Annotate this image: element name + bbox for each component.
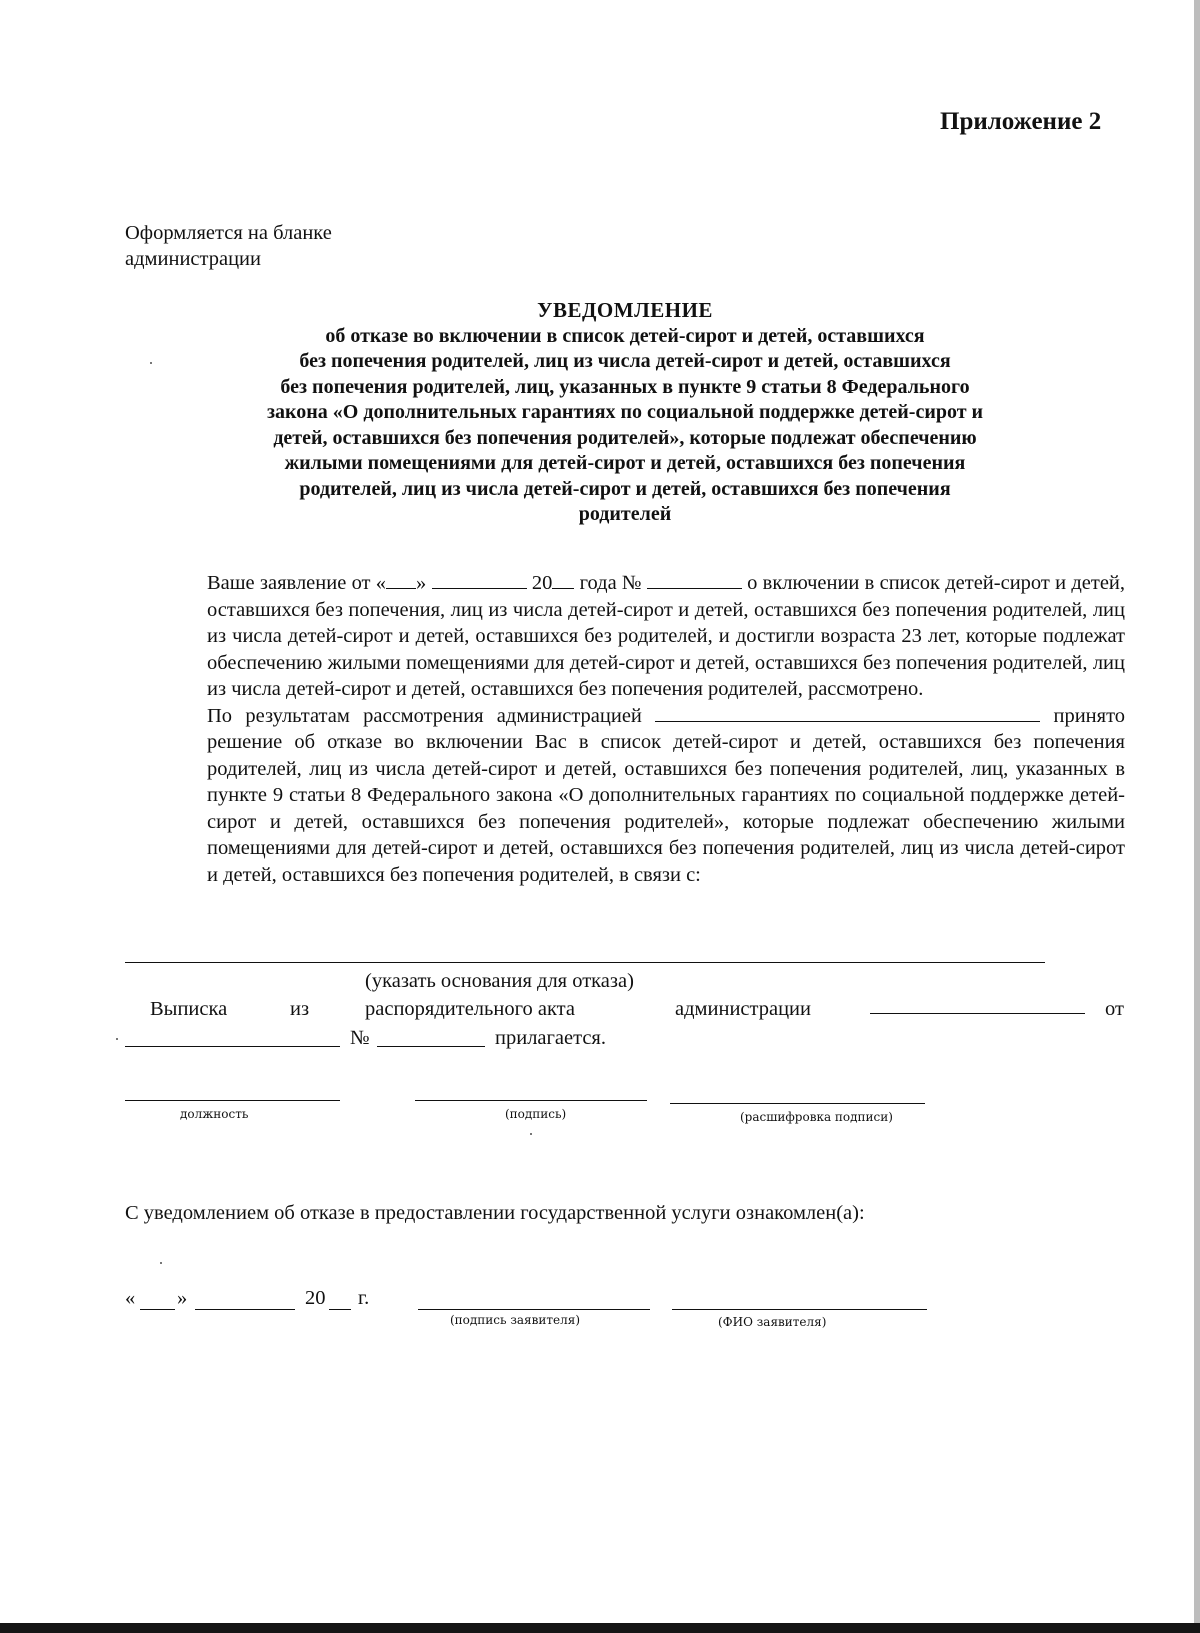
decision-text: принято решение об отказе во включении Вас в список детей-сирот и детей, оставшихся без попечения родителей, лиц из числа детей-сирот и детей, оставшихся без попечения родителей, лиц, указанных в пункте 9 статьи 8 Федерального закона «О дополнительных гарантиях по социальной поддержке детей-сирот и детей, оставшихся без попечения родителей», которые подлежат обеспечению жилыми помещениями для детей-сирот и детей, оставшихся без попечения родителей, лиц из числа детей-сирот и детей, оставшихся без попечения родителей, в связи с: [207,704,1126,886]
formed-note [125,220,332,272]
extract-word: Выписка [150,998,228,1020]
applicant-signature-line [418,1309,650,1310]
month-blank [432,570,527,589]
signature-caption: (подпись) [505,1107,567,1121]
decoding-line [670,1103,925,1104]
extract-word: распорядительного акта [365,998,575,1020]
signature-line [415,1100,647,1101]
scan-speck [530,1133,532,1135]
number-sign: № [350,1027,370,1049]
decoding-caption: (расшифровка подписи) [740,1110,893,1124]
notice-subtitle-line: без попечения родителей, лиц из числа детей-сирот и детей, оставшихся [299,350,951,372]
attached-text: прилагается. [495,1027,606,1049]
scan-edge-right [1194,0,1200,1633]
application-paragraph [125,570,1125,703]
application-number-blank [647,570,742,589]
notice-heading: УВЕДОМЛЕНИЕ [537,298,713,322]
extract-row [125,995,1125,1024]
decision-paragraph [125,703,1125,889]
notice-subtitle-line: родителей, лиц из числа детей-сирот и детей, оставшихся без попечения [299,477,951,500]
reason-line [125,962,1045,963]
scan-speck [150,362,152,364]
year-suffix: года № [579,572,642,594]
quote-close: » [416,572,427,594]
extract-word: от [1105,998,1124,1020]
act-number-blank [377,1046,485,1047]
act-date-blank [125,1046,340,1047]
applicant-signature-caption: (подпись заявителя) [450,1313,580,1327]
ack-year-prefix: 20 [305,1287,326,1309]
year-prefix: 20 [531,572,553,594]
formed-note-line: администрации [125,248,261,270]
notice-subtitle-line: родителей [578,503,672,525]
year-blank [552,570,574,589]
ack-day-blank [140,1309,175,1310]
notice-subtitle-line: об отказе во включении в список детей-сирот и детей, оставшихся [325,324,925,347]
extract-statement [125,995,1125,1053]
ack-date-quote-open: « [125,1287,136,1309]
scan-speck [116,1038,118,1040]
annex-label: Приложение 2 [940,108,1102,135]
notice-subtitle-line: жилыми помещениями для детей-сирот и детей, оставшихся без попечения [284,452,966,474]
acknowledgement-text: С уведомлением об отказе в предоставлении государственной услуги ознакомлен(а): [125,1202,865,1224]
notice-body [125,570,1125,888]
position-line [125,1100,340,1101]
application-text: о включении в [747,572,875,594]
notice-title-block [160,298,1090,528]
formed-note-line: Оформляется на бланке [125,222,332,244]
notice-subtitle-line: закона «О дополнительных гарантиях по социальной поддержке детей-сирот и [266,401,984,423]
scan-edge-bottom [0,1623,1200,1633]
ack-year-suffix: г. [358,1287,370,1309]
ack-month-blank [195,1309,295,1310]
ack-date-quote-close: » [177,1287,188,1309]
ack-year-blank [329,1309,351,1310]
extract-row [125,1024,1125,1053]
administration-blank [655,703,1040,722]
scan-speck [160,1262,162,1264]
reason-caption: (указать основания для отказа) [365,970,634,992]
day-blank [386,570,416,589]
act-issuer-blank [870,1013,1085,1014]
applicant-name-caption: (ФИО заявителя) [718,1315,827,1329]
notice-subtitle-line: без попечения родителей, лиц, указанных в пункте 9 статьи 8 Федерального [280,375,970,398]
application-date-prefix: Ваше заявление от « [207,572,387,594]
extract-word: из [290,998,310,1020]
notice-subtitle-line: детей, оставшихся без попечения родителей», которые подлежат обеспечению [273,426,977,449]
decision-prefix: По результатам рассмотрения администрацией [207,704,642,727]
applicant-name-line [672,1309,927,1310]
extract-word: администрации [675,998,811,1020]
position-caption: должность [180,1107,249,1121]
application-text: список детей-сирот и детей, оставшихся без попечения, лиц из числа детей-сирот и детей, оставшихся без попечения родителей, лиц из числа детей-сирот и детей, оставшихся без родителей, и достигли возраста 23 лет, которые подлежат обеспечению жилыми помещениями для детей-сирот и детей, оставшихся без попечения родителей, лиц из числа детей-сирот и детей, оставшихся без попечения родителей, рассмотрено. [207,572,1126,700]
